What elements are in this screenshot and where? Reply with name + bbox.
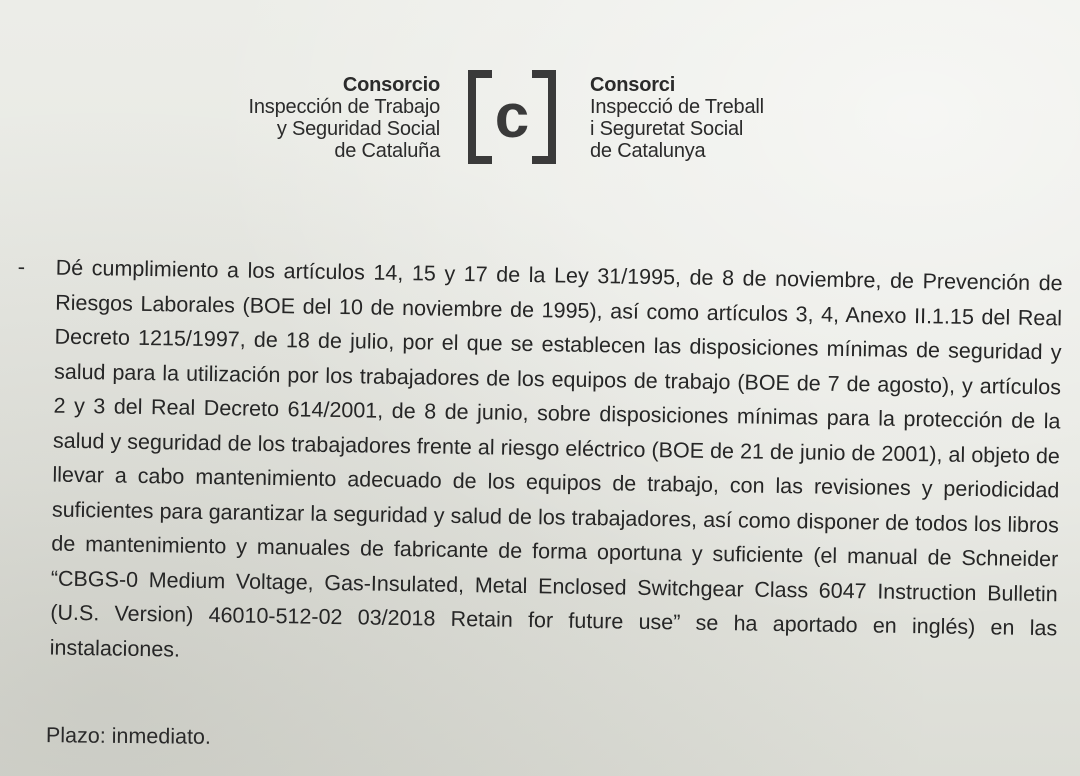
consortium-logo	[466, 70, 558, 164]
logo-letter: c	[494, 82, 530, 151]
organization-line-1-spanish: Inspección de Trabajo	[248, 96, 440, 118]
deadline-text: Plazo: inmediato.	[45, 723, 212, 749]
letterhead	[200, 70, 840, 170]
organization-title-spanish: Consorcio	[342, 74, 440, 96]
organization-name-catalan	[590, 74, 764, 162]
requirement-paragraph: Dé cumplimiento a los artículos 14, 15 y 17 de la Ley 31/1995, de 8 de noviembre, de Prevención de Riesgos Laborales (BOE del 10 de noviembre de 1995), así como artículos 3, 4, Anexo II.1.15 del Real Decreto 1215/1997, de 18 de julio, por el que se establecen las disposiciones mínimas de seguridad y salud para la utilización por los trabajadores de los equipos de trabajo (BOE de 7 de agosto), y artículos 2 y 3 del Real Decreto 614/2001, de 8 de junio, sobre disposiciones mínimas para la protección de la salud y seguridad de los trabajadores frente al riesgo eléctrico (BOE de 21 de junio de 2001), al objeto de llevar a cabo mantenimiento adecuado de los equipos de trabajo, con las revisiones y periodicidad suficientes para garantizar la seguridad y salud de los trabajadores, así como disponer de todos los libros de mantenimiento y manuales de fabricante de forma oportuna y suficiente (el manual de Schneider “CBGS-0 Medium Voltage, Gas-Insulated, Metal Enclosed Switchgear Class 6047 Instruction Bulletin (U.S. Version) 46010-512-02 03/2018 Retain for future use” se ha aportado en inglés) en las instalaciones.	[49, 255, 1063, 662]
organization-name-spanish	[249, 74, 440, 162]
organization-line-1-catalan: Inspecció de Treball	[590, 96, 764, 118]
organization-line-2-catalan: i Seguretat Social	[590, 118, 744, 140]
organization-line-2-spanish: y Seguridad Social	[276, 118, 440, 140]
organization-line-3-spanish: de Cataluña	[334, 140, 440, 162]
list-item	[11, 250, 1062, 680]
organization-line-3-catalan: de Catalunya	[590, 140, 706, 162]
organization-title-catalan: Consorci	[590, 74, 676, 96]
bullet-dash: -	[17, 253, 26, 280]
document-body	[11, 250, 1062, 680]
